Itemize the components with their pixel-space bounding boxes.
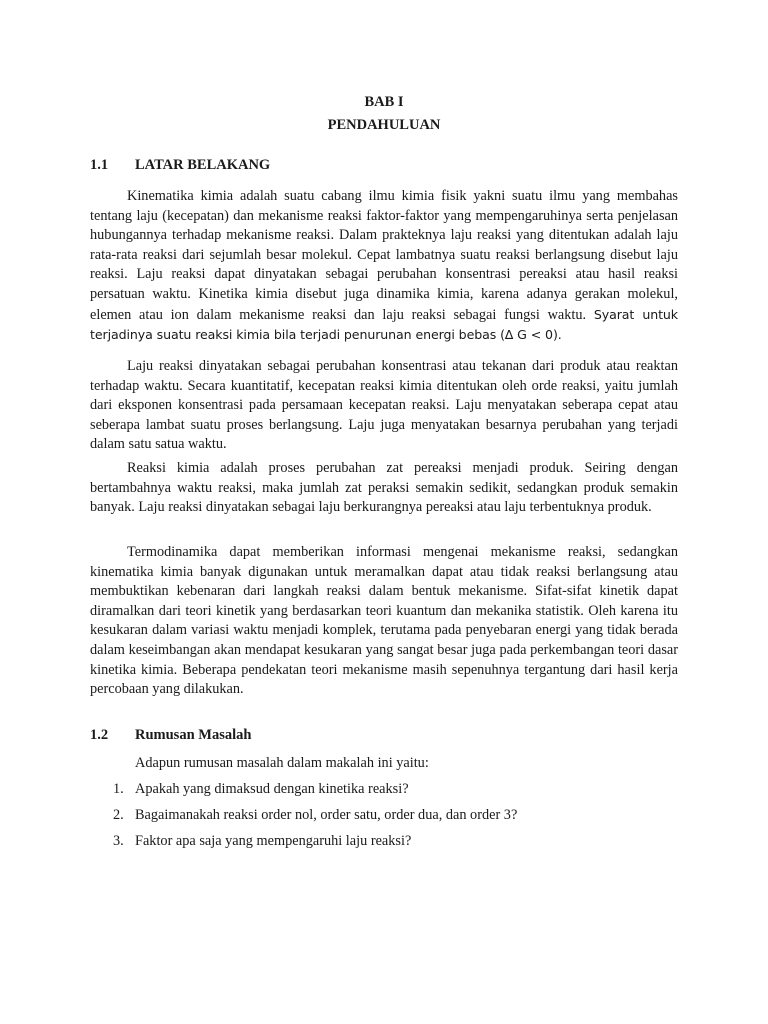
- section-2-title: Rumusan Masalah: [135, 727, 252, 743]
- paragraph-4: Termodinamika dapat memberikan informasi mengenai mekanisme reaksi, sedangkan kinematika kimia banyak digunakan untuk meramalkan dapat atau tidak reaksi berlangsung atau membuktikan kebenaran dari langkah reaksi dalam bentuk mekanisme. Sifat-sifat kinetik dapat diramalkan dari teori kinetik yang berdasarkan teori kuantum dan mekanika statistik. Oleh karena itu kesukaran dalam variasi waktu menjadi komplek, terutama pada penyebaran energi yang tidak berada dalam keseimbangan akan mendapat kesukaran yang sangat besar juga pada perkembangan teori dasar kinetika kimia. Beberapa pendekatan teori mekanisme masih sepenuhnya tergantung dari hasil kerja percobaan yang dilakukan.: [90, 544, 678, 698]
- list-item-3-number: 3.: [113, 833, 124, 849]
- list-item-1-text: Apakah yang dimaksud dengan kinetika reaksi?: [135, 781, 409, 797]
- paragraph-3: Reaksi kimia adalah proses perubahan zat pereaksi menjadi produk. Seiring dengan bertambahnya waktu reaksi, maka jumlah zat peraksi semakin sedikit, sedangkan produk semakin banyak. Laju reaksi dinyatakan sebagai laju berkurangnya pereaksi atau laju terbentuknya produk.: [90, 460, 678, 516]
- chapter-label: BAB I: [364, 94, 404, 110]
- section-1-title: LATAR BELAKANG: [135, 157, 271, 173]
- section-2-intro: Adapun rumusan masalah dalam makalah ini yaitu:: [135, 755, 429, 771]
- paragraph-1-text: Kinematika kimia adalah suatu cabang ilmu kimia fisik yakni suatu ilmu yang membahas tentang laju (kecepatan) dan mekanisme reaksi faktor-faktor yang mempengaruhinya serta penjelasan hubungannya terhadap mekanisme reaksi. Dalam prakteknya laju reaksi yang ditentukan adalah laju rata-rata reaksi dari sejumlah besar molekul. Cepat lambatnya suatu reaksi berlangsung disebut laju reaksi. Laju reaksi dapat dinyatakan sebagai perubahan konsentrasi pereaksi atau hasil reaksi persatuan waktu. Kinetika kimia disebut juga dinamika kimia, karena adanya gerakan molekul, elemen atau ion dalam mekanisme reaksi dan laju reaksi sebagai fungsi waktu.: [90, 188, 678, 323]
- paragraph-1: [90, 187, 678, 346]
- section-2-number: 1.2: [90, 727, 109, 743]
- list-item-1-number: 1.: [113, 781, 124, 797]
- list-item-2-text: Bagaimanakah reaksi order nol, order satu, order dua, dan order 3?: [135, 807, 518, 823]
- list-item-2-number: 2.: [113, 807, 124, 823]
- paragraph-1-tail: Syarat untuk terjadinya suatu reaksi kimia bila terjadi penurunan energi bebas (∆ G < 0).: [90, 306, 678, 343]
- list-item-3-text: Faktor apa saja yang mempengaruhi laju reaksi?: [135, 833, 412, 849]
- paragraph-2: Laju reaksi dinyatakan sebagai perubahan konsentrasi atau tekanan dari produk atau reaktan terhadap waktu. Secara kuantitatif, kecepatan reaksi kimia ditentukan oleh orde reaksi, yaitu jumlah dari eksponen konsentrasi pada persamaan kecepatan reaksi. Laju menyatakan seberapa cepat atau seberapa lambat suatu proses berlangsung. Laju juga menyatakan besarnya perubahan yang terjadi dalam satu satua waktu.: [90, 358, 678, 453]
- section-1-number: 1.1: [90, 157, 109, 173]
- chapter-title: PENDAHULUAN: [327, 117, 441, 133]
